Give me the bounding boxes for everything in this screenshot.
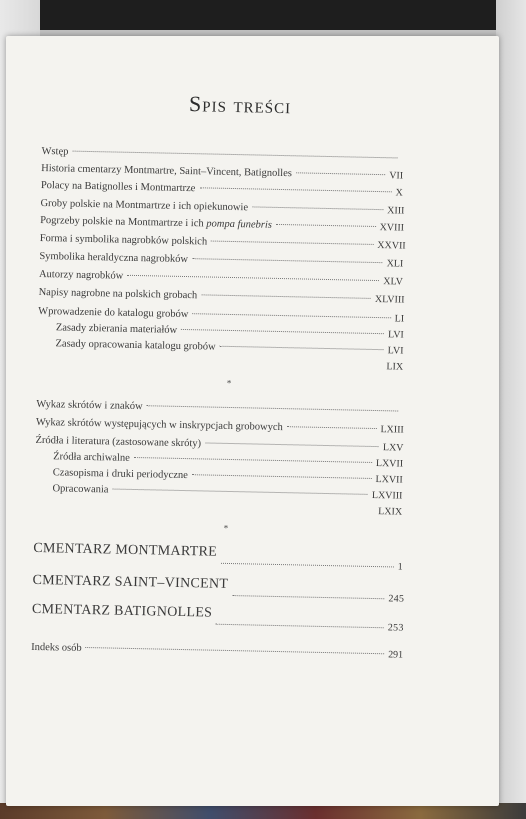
toc-page: LVI: [387, 329, 404, 341]
toc-row: [40, 233, 406, 252]
leader-dots: [134, 456, 372, 463]
leader-dots: [192, 257, 383, 263]
leader-dots: [192, 312, 390, 318]
toc-row: [41, 146, 401, 165]
leader-dots: [232, 594, 384, 599]
toc-label: CMENTARZ MONTMARTRE: [33, 540, 218, 560]
toc-row: [41, 163, 403, 182]
leader-dots: [147, 404, 399, 411]
leader-dots: [252, 205, 383, 210]
section-separator: *: [226, 377, 232, 388]
toc-label: Zasady zbierania materiałów: [55, 322, 178, 336]
toc-label: Opracowania: [52, 483, 109, 496]
leader-dots: [276, 223, 376, 227]
background-right: [496, 0, 526, 819]
toc-row: [52, 483, 402, 501]
toc-page: LXIII: [380, 424, 404, 436]
toc-label: Źródła archiwalne: [53, 451, 130, 464]
toc-page: X: [395, 187, 403, 199]
toc-label: Wykaz skrótów i znaków: [36, 398, 143, 413]
leader-dots: [287, 425, 377, 429]
toc-label: Forma i symbolika nagrobków polskich: [39, 232, 208, 248]
toc-row: [55, 338, 403, 356]
toc-row: [31, 642, 403, 661]
leader-dots: [296, 171, 385, 175]
toc-label: CMENTARZ BATIGNOLLES: [31, 601, 213, 621]
toc-row: [35, 435, 403, 454]
leader-dots: [216, 623, 384, 629]
leader-dots: [192, 473, 372, 479]
toc-row: [38, 306, 404, 325]
leader-dots: [86, 646, 385, 654]
leader-dots: [201, 293, 371, 299]
toc-page: XIII: [387, 205, 405, 217]
toc-row: [53, 451, 403, 469]
toc-row: [31, 601, 404, 634]
leader-dots: [127, 274, 379, 281]
background-top: [0, 0, 526, 30]
toc-row: [36, 417, 404, 436]
toc-page: XLVIII: [374, 293, 405, 306]
toc-row: [32, 572, 405, 605]
leader-dots: [220, 345, 384, 350]
title-text: Spis treści: [188, 91, 292, 119]
toc-row: [40, 215, 404, 234]
toc-page: 253: [387, 622, 404, 634]
page-title: [42, 88, 437, 122]
section-separator: *: [223, 522, 229, 533]
toc-label: CMENTARZ SAINT–VINCENT: [32, 572, 229, 592]
toc-label: Zasady opracowania katalogu grobów: [55, 338, 216, 353]
toc-label: [40, 215, 272, 231]
toc-page: VII: [389, 170, 404, 182]
toc-label-text: Pogrzeby polskie na Montmartrze i ich: [40, 214, 207, 230]
toc-label: Symbolika heraldyczna nagrobków: [39, 250, 189, 266]
toc-page: 1: [397, 561, 404, 573]
toc-page: XLV: [383, 276, 404, 288]
toc-page: XVIII: [379, 222, 405, 234]
leader-dots: [221, 562, 394, 568]
toc-page: LXVII: [375, 474, 403, 486]
toc-label: Historia cmentarzy Montmartre, Saint–Vincent, Batignolles: [41, 162, 293, 180]
toc-label: Polacy na Batignolles i Montmartrze: [40, 179, 196, 195]
toc-label: Wykaz skrótów występujących w inskrypcjach grobowych: [35, 416, 283, 434]
toc-page: XLI: [386, 258, 404, 270]
leader-dots: [181, 328, 384, 334]
leader-dots: [72, 150, 397, 159]
leader-dots: [113, 488, 368, 495]
toc-row: [53, 467, 403, 485]
toc-page: LIX: [386, 361, 404, 373]
toc-page: LXV: [382, 442, 404, 454]
toc-row: [55, 354, 403, 372]
toc-row: [40, 198, 404, 217]
toc-label: Wstęp: [41, 145, 69, 158]
toc-page: LVI: [387, 345, 404, 357]
book-page: [6, 36, 499, 806]
toc-row: [39, 287, 405, 306]
toc-row: [36, 399, 402, 418]
toc-page: LXVII: [375, 458, 404, 470]
toc-label: Napisy nagrobne na polskich grobach: [38, 286, 198, 302]
toc-page: 245: [388, 593, 405, 605]
toc-row: [56, 322, 404, 340]
toc-row: [41, 180, 403, 199]
leader-dots: [205, 441, 379, 447]
toc-label-italic: pompa funebris: [206, 218, 273, 231]
page-content: [28, 36, 439, 806]
toc-page: XXVII: [377, 240, 406, 252]
leader-dots: [199, 186, 391, 192]
toc-row: [33, 540, 404, 573]
toc-label: Autorzy nagrobków: [38, 268, 124, 282]
toc-page: 291: [388, 649, 404, 661]
toc-row: [39, 251, 403, 270]
toc-page: LXIX: [378, 506, 403, 518]
toc-label: Groby polskie na Montmartrze i ich opiekunowie: [40, 197, 249, 214]
toc-page: LXVIII: [371, 489, 403, 502]
toc-row: [52, 499, 402, 517]
toc-label: Źródła i literatura (zastosowane skróty): [35, 434, 202, 450]
toc-row: [39, 269, 403, 288]
toc-label: Wprowadzenie do katalogu grobów: [38, 305, 189, 321]
toc-page: LI: [394, 313, 405, 325]
toc-label: Czasopisma i druki periodyczne: [52, 467, 188, 482]
leader-dots: [211, 240, 373, 245]
toc-label: Indeks osób: [31, 641, 82, 654]
